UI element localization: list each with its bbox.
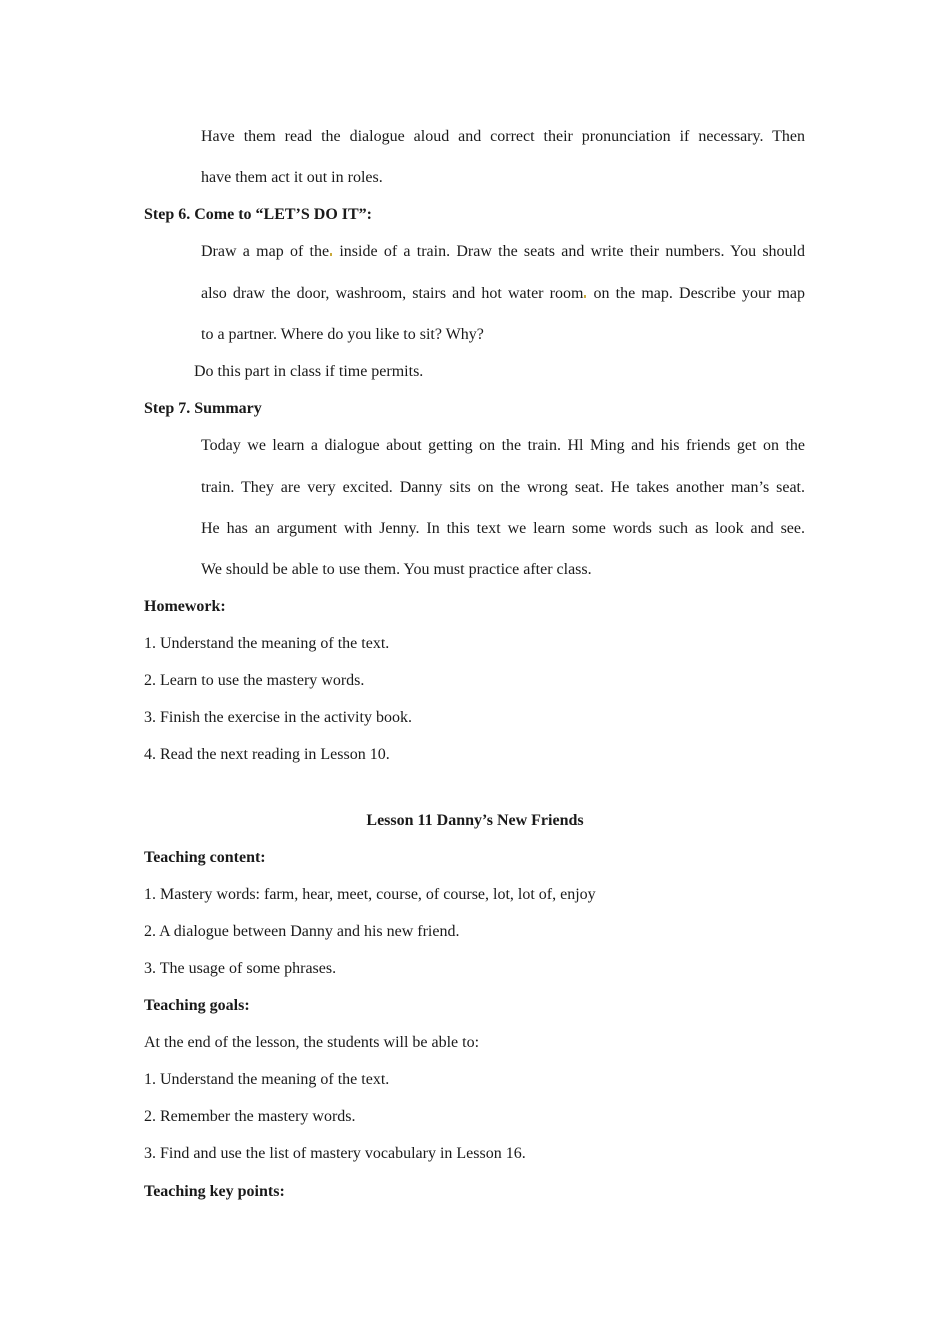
step5-text-line-1: Have them read the dialogue aloud and correct their pronunciation if necessary. Then (201, 128, 805, 145)
teaching-goals-item: 2. Remember the mastery words. (144, 1108, 356, 1125)
step7-text-line: He has an argument with Jenny. In this text we learn some words such as look and see. (201, 520, 805, 537)
teaching-goals-item: 1. Understand the meaning of the text. (144, 1071, 390, 1088)
teaching-goals-item: 3. Find and use the list of mastery vocabulary in Lesson 16. (144, 1145, 526, 1162)
teaching-content-item: 1. Mastery words: farm, hear, meet, course, of course, lot, lot of, enjoy (144, 886, 596, 903)
homework-item: 2. Learn to use the mastery words. (144, 672, 365, 689)
step7-text-line: We should be able to use them. You must practice after class. (201, 561, 592, 578)
teaching-key-points-heading: Teaching key points: (144, 1183, 285, 1200)
step7-text-line: Today we learn a dialogue about getting on the train. Hl Ming and his friends get on the (201, 437, 805, 454)
step6-heading: Step 6. Come to “LET’S DO IT”: (144, 206, 373, 223)
teaching-content-item: 2. A dialogue between Danny and his new friend. (144, 923, 460, 940)
homework-item: 3. Finish the exercise in the activity book. (144, 709, 412, 726)
homework-heading: Homework: (144, 598, 226, 615)
step7-heading: Step 7. Summary (144, 400, 262, 417)
step7-text-line: train. They are very excited. Danny sits on the wrong seat. He takes another man’s seat. (201, 479, 805, 496)
step6-note: Do this part in class if time permits. (194, 363, 424, 380)
homework-item: 4. Read the next reading in Lesson 10. (144, 746, 390, 763)
teaching-goals-heading: Teaching goals: (144, 997, 250, 1014)
homework-item: 1. Understand the meaning of the text. (144, 635, 390, 652)
step6-text-line-3: to a partner. Where do you like to sit? Why? (201, 326, 484, 343)
teaching-goals-intro: At the end of the lesson, the students will be able to: (144, 1034, 480, 1051)
teaching-content-item: 3. The usage of some phrases. (144, 960, 337, 977)
edit-mark (330, 253, 332, 256)
lesson-title: Lesson 11 Danny’s New Friends (366, 812, 584, 829)
step6-text-line-1: Draw a map of the inside of a train. Draw the seats and write their numbers. You should (201, 243, 806, 260)
step5-text-line-2: have them act it out in roles. (201, 169, 383, 186)
step6-text-line-2: also draw the door, washroom, stairs and hot water room on the map. Describe your map (201, 285, 806, 302)
teaching-content-heading: Teaching content: (144, 849, 266, 866)
